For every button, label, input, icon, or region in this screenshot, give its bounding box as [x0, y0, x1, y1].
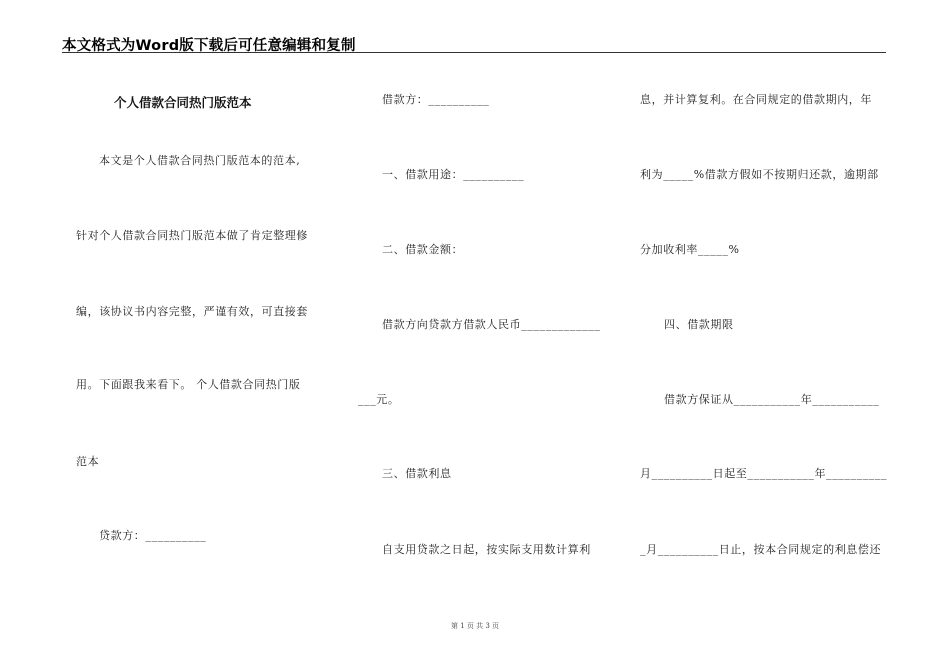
text-line: 本文是个人借款合同热门版范本的范本,	[99, 154, 301, 167]
text-line: 借款方保证从___________年___________	[664, 393, 880, 406]
text-line: 二、借款金额：	[382, 243, 464, 256]
document-title: 个人借款合同热门版范本	[114, 95, 252, 110]
text-line: 针对个人借款合同热门版范本做了肯定整理修	[76, 229, 308, 242]
page-number: 第 1 页 共 3 页	[450, 622, 500, 630]
text-line: 利为_____%借款方假如不按期归还款，逾期部	[640, 168, 879, 181]
text-line: 一、借款用途：__________	[382, 168, 525, 181]
text-line: 月__________日起至___________年__________	[640, 467, 888, 480]
text-line: 自支用贷款之日起，按实际支用数计算利	[382, 543, 591, 556]
header-rule	[62, 52, 886, 53]
text-line: 借款方：__________	[382, 93, 490, 106]
text-line: 用。下面跟我来看下。 个人借款合同热门版	[76, 378, 301, 391]
text-line: _月__________日止，按本合同规定的利息偿还	[640, 543, 882, 556]
text-line: 分加收利率_____%	[640, 243, 740, 256]
text-line: 贷款方：__________	[99, 529, 207, 542]
text-line: 息，并计算复利。在合同规定的借款期内，年	[640, 93, 872, 106]
document-header: 本文格式为Word版下载后可任意编辑和复制	[62, 38, 356, 54]
text-line: 借款方向贷款方借款人民币_____________	[382, 318, 601, 331]
text-line: 范本	[76, 455, 100, 468]
text-line: 四、借款期限	[664, 318, 734, 331]
text-line: 三、借款利息	[382, 467, 452, 480]
text-line: ___元。	[358, 393, 400, 406]
text-line: 编，该协议书内容完整，严谨有效，可直接套	[76, 305, 308, 318]
